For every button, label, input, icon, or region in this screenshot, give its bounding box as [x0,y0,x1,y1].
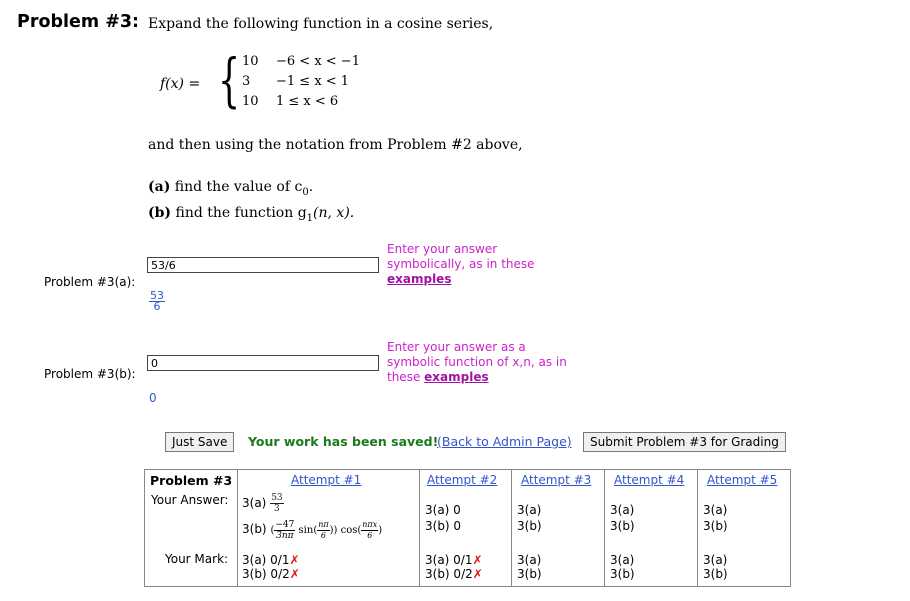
answer-hint-3a [387,242,567,287]
fraction-numerator: nπ [318,520,329,529]
case-condition: −6 < x < −1 [276,54,360,69]
attempt-4-mark-b: 3(b) [610,567,635,581]
wrong-x-icon: ✗ [289,553,300,567]
problem-heading: Problem #3: [17,12,140,32]
column-divider [604,470,605,586]
part-b-question [148,205,354,224]
submit-for-grading-button[interactable]: Submit Problem #3 for Grading [583,432,786,452]
answer-input-3a[interactable] [147,257,379,273]
attempt-2-mark-b [425,567,483,581]
attempt-1-mark-a [242,553,300,567]
cos-function: )) cos( [329,525,362,536]
answer-preview-3a [149,291,165,312]
table-row-header: Problem #3 [150,473,233,488]
attempt-1-mark-b [242,567,300,581]
column-divider [237,470,238,586]
case-value: 10 [242,54,259,69]
fraction-denominator: 3 [274,504,280,514]
attempt-header[interactable]: Attempt #5 [707,473,778,487]
wrong-x-icon: ✗ [289,567,300,581]
wrong-x-icon: ✗ [472,553,483,567]
attempt-5-mark-b: 3(b) [703,567,728,581]
wrong-x-icon: ✗ [472,567,483,581]
case-row [242,54,360,69]
case-condition: −1 ≤ x < 1 [276,74,350,89]
attempt-3-mark-b: 3(b) [517,567,542,581]
function-label [160,76,200,92]
back-to-admin-link[interactable]: (Back to Admin Page) [437,434,572,449]
preview-denominator: 6 [153,300,161,313]
attempt-header[interactable]: Attempt #2 [427,473,498,487]
just-save-button[interactable]: Just Save [165,432,234,452]
equals-sign: = [188,76,201,92]
part-a-text: find the value of c [174,179,303,195]
attempt-3-mark-a: 3(a) [517,553,542,567]
sin-function: sin( [298,525,318,536]
attempt-4-answer-a: 3(a) [610,503,635,517]
then-text: and then using the notation from Problem #2 above, [148,137,523,153]
case-row [242,74,349,89]
your-answer-label: Your Answer: [151,493,229,507]
answer-part-label: 3(a) [242,496,267,510]
hint-text: Enter your answer as a symbolic function of x,n, as in these [387,340,567,384]
answer-input-3b[interactable] [147,355,379,371]
examples-link[interactable]: examples [424,370,489,384]
case-condition: 1 ≤ x < 6 [276,94,339,109]
preview-numerator: 53 [150,289,164,302]
attempt-header[interactable]: Attempt #1 [291,473,362,487]
part-b-label: (b) [148,205,172,221]
answer-part-label: 3(b) [242,522,267,536]
answer-label-3a: Problem #3(a): [44,275,136,289]
your-mark-label: Your Mark: [165,552,229,566]
attempt-2-mark-a [425,553,483,567]
attempt-5-answer-a: 3(a) [703,503,728,517]
problem-instruction: Expand the following function in a cosine series, [148,16,494,32]
column-divider [697,470,698,586]
attempt-5-mark-a: 3(a) [703,553,728,567]
fraction-denominator: 6 [320,531,326,540]
attempt-2-answer-b: 3(b) 0 [425,519,462,533]
function-name: f(x) [160,76,185,92]
left-brace-icon: { [218,46,241,114]
part-b-args: (n, x). [313,205,355,221]
attempt-4-mark-a: 3(a) [610,553,635,567]
mark-text: 3(b) 0/2 [425,567,473,581]
function-definition [160,46,380,114]
fraction-denominator: 3nπ [276,531,294,541]
column-divider [511,470,512,586]
examples-link[interactable]: examples [387,272,452,286]
part-b-subscript: 1 [306,212,314,224]
attempt-3-answer-b: 3(b) [517,519,542,533]
saved-message: Your work has been saved! [248,434,439,449]
part-a-end: . [308,179,314,195]
mark-text: 3(a) 0/1 [242,553,290,567]
attempt-4-answer-b: 3(b) [610,519,635,533]
answer-label-3b: Problem #3(b): [44,367,136,381]
case-row [242,94,338,109]
fraction-denominator: 6 [367,531,373,540]
case-value: 10 [242,94,259,109]
attempt-3-answer-a: 3(a) [517,503,542,517]
case-value: 3 [242,74,251,89]
hint-text: Enter your answer symbolically, as in these [387,242,535,271]
attempt-5-answer-b: 3(b) [703,519,728,533]
mark-text: 3(b) 0/2 [242,567,290,581]
mark-text: 3(a) 0/1 [425,553,473,567]
answer-preview-3b: 0 [149,391,157,405]
column-divider [419,470,420,586]
attempt-2-answer-a: 3(a) 0 [425,503,461,517]
part-a-subscript: 0 [302,186,309,198]
attempt-1-answer-b: 3(b) ( $\frac{-47}{3n\pi}$ sin( $\frac{n\pi}{6}$ )) cos( $\frac{\text{nπx}}{6}$ ) [242,520,383,541]
part-a-label: (a) [148,179,171,195]
fraction-numerator: nπx [362,520,378,529]
closing-paren: ) [378,525,383,536]
part-b-text: find the function g [175,205,307,221]
fraction-numerator: 53 [271,493,283,503]
attempt-header[interactable]: Attempt #3 [521,473,592,487]
part-a-question [148,179,313,198]
attempts-table [144,469,791,587]
fraction-numerator: −47 [275,520,295,530]
attempt-1-answer-a [242,493,284,514]
answer-hint-3b [387,340,567,385]
attempt-header[interactable]: Attempt #4 [614,473,685,487]
